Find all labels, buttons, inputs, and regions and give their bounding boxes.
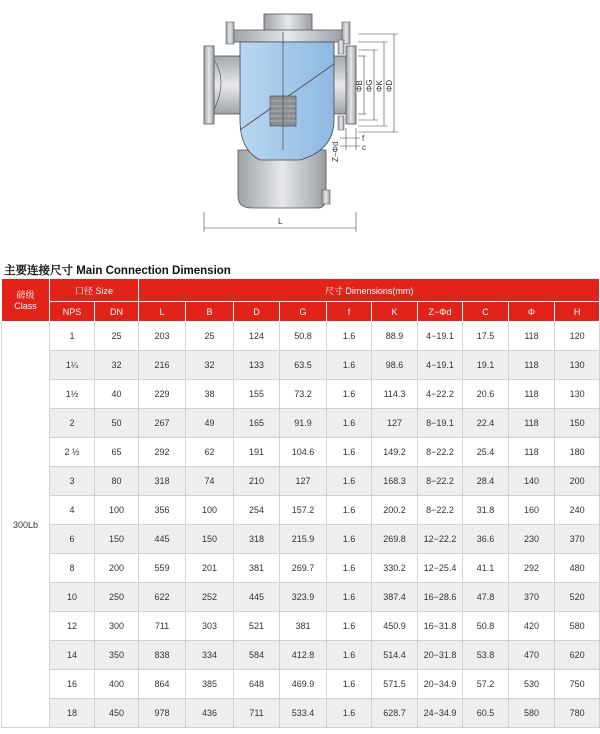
table-cell: 381 [234,554,280,583]
column-header: f [327,302,372,322]
column-header: B [186,302,234,322]
table-cell: 648 [234,670,280,699]
column-header: K [372,302,418,322]
table-cell: 1.6 [327,583,372,612]
table-row [2,467,600,496]
table-cell: 36.6 [463,525,509,554]
table-cell: 31.8 [463,496,509,525]
table-cell: 292 [509,554,555,583]
column-header: H [555,302,600,322]
table-cell: 100 [95,496,139,525]
table-cell: 20−34.9 [418,670,463,699]
table-cell: 200 [95,554,139,583]
table-cell: 1½ [50,380,95,409]
table-cell: 436 [186,699,234,728]
label-f: f [362,134,365,143]
table-cell: 469.9 [280,670,327,699]
table-cell: 470 [509,641,555,670]
table-row [2,496,600,525]
table-cell: 62 [186,438,234,467]
table-cell: 201 [186,554,234,583]
table-cell: 8 [50,554,95,583]
column-header: D [234,302,280,322]
table-cell: 400 [95,670,139,699]
table-cell: 711 [139,612,186,641]
table-cell: 124 [234,322,280,351]
table-cell: 580 [555,612,600,641]
table-cell: 57.2 [463,670,509,699]
table-cell: 267 [139,409,186,438]
table-cell: 19.1 [463,351,509,380]
table-cell: 130 [555,351,600,380]
table-cell: 412.8 [280,641,327,670]
table-row [2,409,600,438]
table-cell: 2 ½ [50,438,95,467]
table-cell: 1.6 [327,438,372,467]
table-cell: 47.8 [463,583,509,612]
table-cell: 73.2 [280,380,327,409]
table-cell: 229 [139,380,186,409]
table-cell: 303 [186,612,234,641]
table-cell: 18 [50,699,95,728]
table-cell: 12 [50,612,95,641]
table-cell: 559 [139,554,186,583]
table-cell: 450 [95,699,139,728]
table-cell: 20.6 [463,380,509,409]
class-value: 300Lb [2,322,50,728]
table-cell: 864 [139,670,186,699]
table-cell: 1.6 [327,525,372,554]
table-cell: 80 [95,467,139,496]
table-cell: 1.6 [327,351,372,380]
table-cell: 420 [509,612,555,641]
label-c: c [362,143,366,152]
table-cell: 4−19.1 [418,322,463,351]
table-cell: 10 [50,583,95,612]
table-cell: 4−22.2 [418,380,463,409]
table-cell: 1.6 [327,554,372,583]
table-cell: 38 [186,380,234,409]
column-header: Φ [509,302,555,322]
table-cell: 160 [509,496,555,525]
table-cell: 216 [139,351,186,380]
table-cell: 28.4 [463,467,509,496]
table-cell: 74 [186,467,234,496]
dimensions-group-header: 尺寸 Dimensions(mm) [139,279,600,302]
table-cell: 140 [509,467,555,496]
table-cell: 191 [234,438,280,467]
table-cell: 330.2 [372,554,418,583]
label-l: L [278,217,283,226]
table-cell: 1.6 [327,641,372,670]
table-cell: 20−31.8 [418,641,463,670]
table-cell: 1.6 [327,612,372,641]
table-cell: 8−22.2 [418,438,463,467]
table-cell: 118 [509,351,555,380]
table-cell: 978 [139,699,186,728]
table-row [2,641,600,670]
table-cell: 230 [509,525,555,554]
table-cell: 12−22.2 [418,525,463,554]
label-phi-g: ΦG [365,79,374,92]
table-cell: 323.9 [280,583,327,612]
strainer-body [238,32,334,208]
table-cell: 838 [139,641,186,670]
table-cell: 711 [234,699,280,728]
table-cell: 53.8 [463,641,509,670]
table-cell: 127 [280,467,327,496]
table-cell: 334 [186,641,234,670]
column-header: NPS [50,302,95,322]
table-cell: 16−28.6 [418,583,463,612]
table-cell: 25 [95,322,139,351]
inlet-flange [204,46,240,124]
table-cell: 520 [555,583,600,612]
table-cell: 104.6 [280,438,327,467]
table-cell: 200 [555,467,600,496]
table-cell: 530 [509,670,555,699]
table-row [2,438,600,467]
dimension-table [1,278,600,728]
class-header-cn: 磅级 [16,289,35,300]
table-cell: 60.5 [463,699,509,728]
table-cell: 25 [186,322,234,351]
table-cell: 240 [555,496,600,525]
table-cell: 269.7 [280,554,327,583]
table-cell: 8−22.2 [418,496,463,525]
table-cell: 16 [50,670,95,699]
table-cell: 1¼ [50,351,95,380]
table-cell: 91.9 [280,409,327,438]
table-row [2,554,600,583]
table-cell: 4 [50,496,95,525]
table-cell: 370 [509,583,555,612]
table-cell: 149.2 [372,438,418,467]
table-cell: 63.5 [280,351,327,380]
column-header: C [463,302,509,322]
table-cell: 387.4 [372,583,418,612]
table-cell: 150 [95,525,139,554]
table-cell: 180 [555,438,600,467]
column-header: DN [95,302,139,322]
table-cell: 571.5 [372,670,418,699]
table-cell: 318 [234,525,280,554]
table-cell: 250 [95,583,139,612]
table-cell: 98.6 [372,351,418,380]
column-header-row [2,302,600,322]
table-cell: 385 [186,670,234,699]
table-cell: 114.3 [372,380,418,409]
table-cell: 254 [234,496,280,525]
table-cell: 40 [95,380,139,409]
table-cell: 118 [509,380,555,409]
table-cell: 155 [234,380,280,409]
table-body [2,322,600,728]
table-cell: 318 [139,467,186,496]
table-cell: 88.9 [372,322,418,351]
table-cell: 165 [234,409,280,438]
size-group-header: 口径 Size [50,279,139,302]
table-row [2,670,600,699]
table-cell: 133 [234,351,280,380]
table-cell: 356 [139,496,186,525]
table-row [2,612,600,641]
table-cell: 203 [139,322,186,351]
table-cell: 370 [555,525,600,554]
table-cell: 118 [509,322,555,351]
table-cell: 252 [186,583,234,612]
table-cell: 50.8 [463,612,509,641]
table-cell: 50 [95,409,139,438]
table-cell: 1 [50,322,95,351]
section-title: 主要连接尺寸 Main Connection Dimension [4,265,231,277]
table-cell: 14 [50,641,95,670]
table-cell: 3 [50,467,95,496]
table-cell: 445 [139,525,186,554]
table-cell: 2 [50,409,95,438]
table-cell: 780 [555,699,600,728]
table-cell: 1.6 [327,467,372,496]
table-cell: 269.8 [372,525,418,554]
top-cover [226,14,350,44]
table-cell: 215.9 [280,525,327,554]
table-cell: 521 [234,612,280,641]
table-cell: 65 [95,438,139,467]
table-row [2,525,600,554]
table-cell: 210 [234,467,280,496]
table-cell: 22.4 [463,409,509,438]
class-header-en: Class [14,300,37,311]
table-cell: 25.4 [463,438,509,467]
table-header [2,279,600,322]
column-header: L [139,302,186,322]
strainer-drawing [0,0,600,250]
table-cell: 8−19.1 [418,409,463,438]
table-cell: 584 [234,641,280,670]
table-cell: 6 [50,525,95,554]
table-cell: 1.6 [327,380,372,409]
table-cell: 4−19.1 [418,351,463,380]
table-cell: 16−31.8 [418,612,463,641]
table-cell: 17.5 [463,322,509,351]
table-cell: 480 [555,554,600,583]
column-header: Z−Φd [418,302,463,322]
table-cell: 157.2 [280,496,327,525]
table-cell: 50.8 [280,322,327,351]
table-cell: 628.7 [372,699,418,728]
table-row [2,322,600,351]
table-row [2,380,600,409]
table-cell: 622 [139,583,186,612]
table-cell: 580 [509,699,555,728]
table-cell: 32 [95,351,139,380]
table-row [2,351,600,380]
table-cell: 8−22.2 [418,467,463,496]
table-row [2,583,600,612]
table-cell: 445 [234,583,280,612]
table-cell: 1.6 [327,496,372,525]
table-cell: 381 [280,612,327,641]
table-cell: 750 [555,670,600,699]
table-cell: 200.2 [372,496,418,525]
table-cell: 120 [555,322,600,351]
outlet-flange [334,40,356,130]
label-phi-b: ΦB [355,80,364,92]
table-row [2,699,600,728]
table-cell: 1.6 [327,409,372,438]
table-cell: 150 [186,525,234,554]
table-cell: 127 [372,409,418,438]
table-cell: 32 [186,351,234,380]
table-cell: 350 [95,641,139,670]
table-cell: 118 [509,438,555,467]
label-phi-k: ΦK [375,80,384,92]
table-cell: 100 [186,496,234,525]
table-cell: 1.6 [327,670,372,699]
table-cell: 150 [555,409,600,438]
column-header: G [280,302,327,322]
table-cell: 130 [555,380,600,409]
class-header [2,279,50,322]
table-cell: 450.9 [372,612,418,641]
table-cell: 1.6 [327,322,372,351]
table-cell: 533.4 [280,699,327,728]
table-cell: 300 [95,612,139,641]
table-cell: 168.3 [372,467,418,496]
table-cell: 292 [139,438,186,467]
label-phi-d: ΦD [385,79,394,92]
table-cell: 118 [509,409,555,438]
table-cell: 24−34.9 [418,699,463,728]
table-cell: 49 [186,409,234,438]
table-cell: 620 [555,641,600,670]
table-cell: 1.6 [327,699,372,728]
table-cell: 514.4 [372,641,418,670]
table-cell: 41.1 [463,554,509,583]
label-z-phid: Z−Φd [331,141,340,162]
table-cell: 12−25.4 [418,554,463,583]
